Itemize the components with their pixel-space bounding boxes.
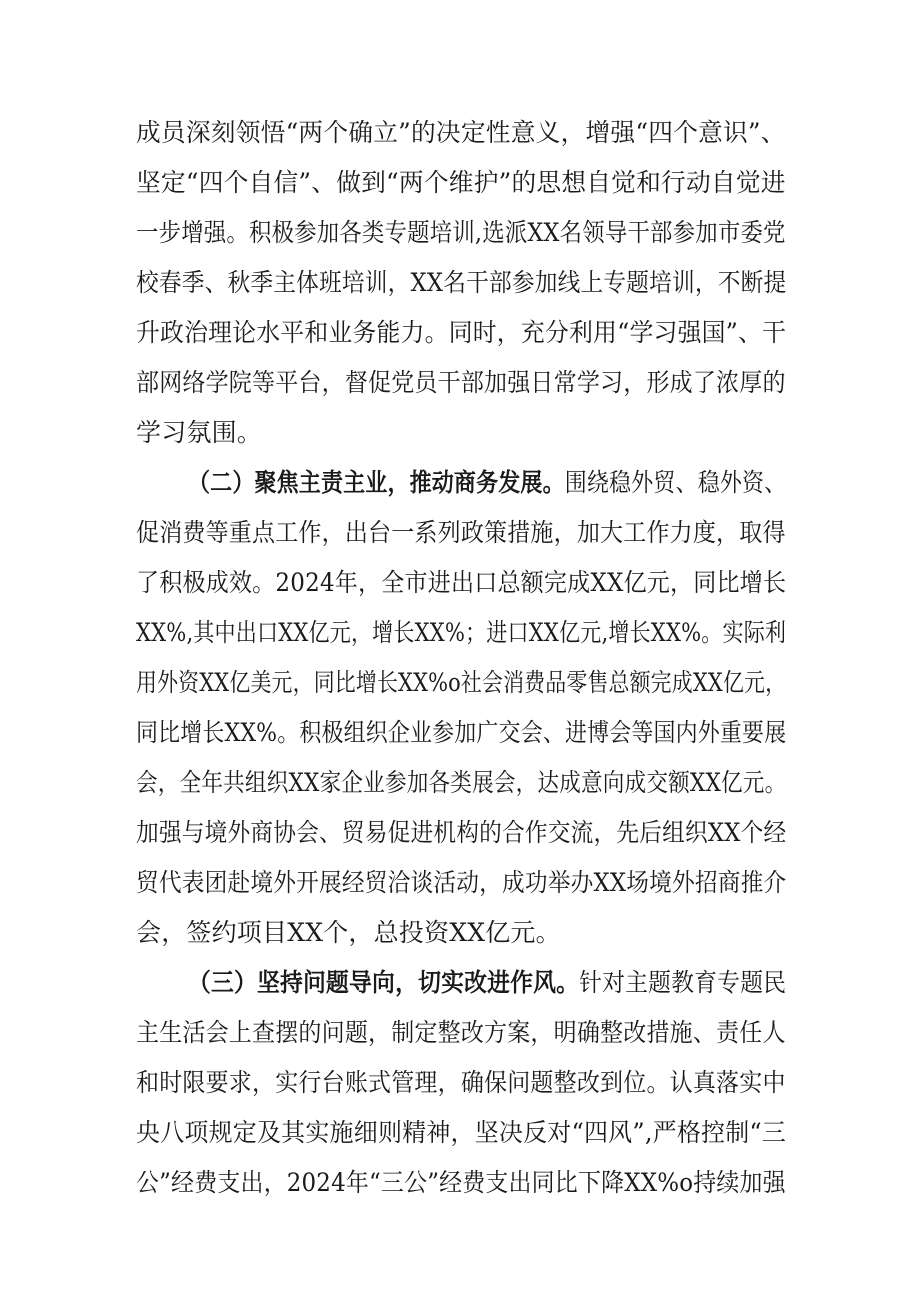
text-line: 学习氛围。 xyxy=(136,418,263,447)
text-line: 会，签约项目XX个，总投资XX亿元。 xyxy=(136,918,561,947)
text-line: 会，全年共组织XX家企业参加各类展会，达成意向成交额XX亿元。 xyxy=(136,768,787,797)
text-line: 用外资XX亿美元，同比增长XX%o社会消费品零售总额完成XX亿元， xyxy=(136,668,787,697)
paragraph-first-line xyxy=(188,966,786,1000)
text-line: 成员深刻领悟“两个确立”的决定性意义，增强“四个意识”、 xyxy=(136,118,786,147)
text-line: 公”经费支出，2024年“三公”经费支出同比下降XX%o持续加强 xyxy=(136,1168,786,1197)
text-line: 加强与境外商协会、贸易促进机构的合作交流，先后组织XX个经 xyxy=(136,818,787,847)
text-run: 针对主题教育专题民 xyxy=(579,968,787,997)
text-line: 一步增强。积极参加各类专题培训,选派XX名领导干部参加市委党 xyxy=(136,218,786,247)
text-line: 了积极成效。2024年，全市进出口总额完成XX亿元，同比增长 xyxy=(136,568,787,597)
text-line: 和时限要求，实行台账式管理，确保问题整改到位。认真落实中 xyxy=(136,1068,786,1097)
text-line: 同比增长XX%。积极组织企业参加广交会、进博会等国内外重要展 xyxy=(136,718,787,747)
text-line: 升政治理论水平和业务能力。同时，充分利用“学习强国”、干 xyxy=(136,318,787,347)
text-line: 部网络学院等平台，督促党员干部加强日常学习，形成了浓厚的 xyxy=(136,368,786,397)
text-line: 促消费等重点工作，出台一系列政策措施，加大工作力度，取得 xyxy=(136,518,786,547)
text-line: 校春季、秋季主体班培训，XX名干部参加线上专题培训，不断提 xyxy=(136,268,787,297)
paragraph-first-line xyxy=(188,466,786,500)
text-line: 主生活会上查摆的问题，制定整改方案，明确整改措施、责任人 xyxy=(136,1018,786,1047)
text-line: XX%,其中出口XX亿元，增长XX%；进口XX亿元,增长XX%。实际利 xyxy=(136,618,787,647)
text-line: 贸代表团赴境外开展经贸洽谈活动，成功举办XX场境外招商推介 xyxy=(136,868,787,897)
text-line: 央八项规定及其实施细则精神，坚决反对“四风”,严格控制“三 xyxy=(136,1118,787,1147)
text-run: 围绕稳外贸、稳外资、 xyxy=(564,468,787,497)
text-line: 坚定“四个自信”、做到“两个维护”的思想自觉和行动自觉进 xyxy=(136,168,786,197)
section-heading-3: （三）坚持问题导向，切实改进作风。 xyxy=(188,968,580,997)
section-heading-2: （二）聚焦主责主业，推动商务发展。 xyxy=(188,468,565,497)
